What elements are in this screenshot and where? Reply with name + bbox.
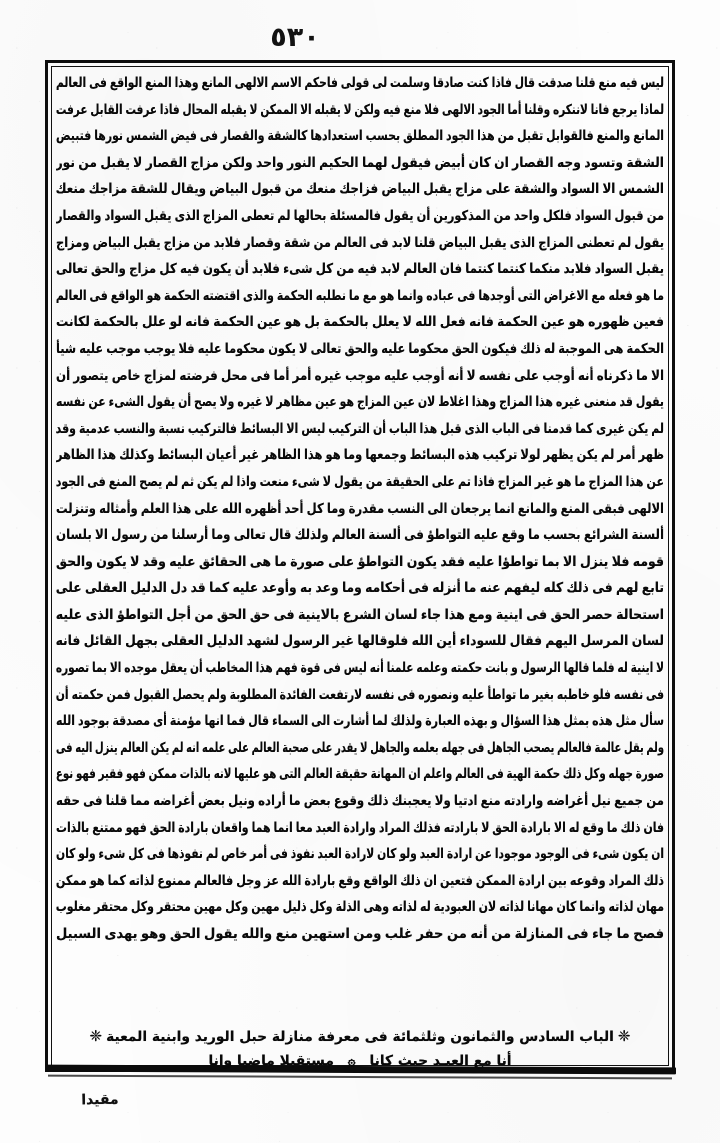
verse-hemistich-left: مستقبلا ماضيا وانا [208,1053,334,1069]
text-line: سأل مثل هذه بمثل هذا السؤال و بهذه العبارة ولذلك لما أشارت الى السماء قال فما انها مؤمنة أى مصدقة بوجود الله [56,713,664,730]
text-line: المانع والمنع فالقوابل تقبل من هذا الجود المطلق بحسب استعدادها كالشقة والقصار فى فيض الشمس نورها فتبيض [56,128,664,145]
text-line: صورة جهله وكل ذلك حكمة الهية فى العالم واعلم ان المهانة حقيقة العالم التى هو عليها لانه بالذات ممكن فهو فقير فهو نوع [56,766,664,783]
text-line: لماذا يرجع فانا لاننكره وقلنا أما الجود الالهى فلا منع فيه ولكن لا يقبله الا الممكن لا يقبله المحال فاذا عرفت القابل عرفت [56,101,664,118]
text-line: لم يكن غيرى كما قدمنا فى الباب الذى قبل هذا الباب أن التركيب ليس الا البسائط فالتركيب نسبة والنسب عدمية وقد [56,420,664,437]
text-line: فان ذلك ما وقع له الا بارادة الحق لا بارادته فذلك المراد وارادة العبد معا انما هما واقعان بارادة الحق فهو ممتنع بالذات [56,819,664,836]
text-line: ان يكون شىء فى الوجود موجودا عن ارادة العبد ولو كان لارادة العبد نفوذ فى أمر خاص لم نفوذها فى كل شىء ولو كان [56,846,664,863]
text-line: من قبول السواد فلكل واحد من المذكورين أن يقول فالمسئلة بحالها لم تعطى المزاج الذى يقبل السواد والقصار [56,207,664,224]
text-line: مهان لذاته وانما كان مهانا لذاته لان العبودية له لذاته وهى الذلة وكل ذليل مهين وكل مهين محتقر وكل محتقر مغلوب [56,899,664,916]
text-line: يقول لم تعطنى المزاج الذى يقبل البياض قلنا لابد فى العالم من شقة وقصار فلابد من مزاج يقبل البياض ومزاج [56,234,664,251]
text-line: الحكمة هى الموجبة له ذلك فيكون الحق محكوما عليه والحق تعالى لا يكون محكوما عليه فلا يوجب موجب عليه شيأ [56,340,664,357]
text-line: فى نفسه فلو خاطبه بغير ما تواطأ عليه ونصوره فى نفسه لارتفعت الفائدة المطلوبة ولم يحصل القبول فمن حكمته أن [56,686,664,703]
text-line: الا ما ذكرناه أنه أوجب على نفسه لا أنه أوجب عليه موجب غيره أمر أما فى محل فرضته لمزاج خاص يتصور أن [56,367,664,384]
catchword: مقيدا [81,1091,119,1109]
ornament-left-icon: ❈ [617,1027,631,1045]
text-line: ظهر أمر لم يكن يظهر لولا تركيب هذه البسائط وجمعها وما هو هذا الظاهر غير أعيان البسائط وكذلك هذا الظاهر [56,447,664,464]
verse-separator-icon: ۞ [347,1054,356,1069]
chapter-heading-text: الباب السادس والثمانون وثلثمائة فى معرفة منازلة حبل الوريد وابنية المعية [106,1029,614,1045]
text-line: فعين ظهوره هو عين الحكمة فانه فعل الله لا يعلل بالحكمة بل هو عين الحكمة فانه لو علل بالحكمة لكانت [56,314,664,331]
frame-bottom-rule-secondary [48,1075,672,1080]
body-text-block [56,70,664,1000]
text-line: من جميع نيل أغراضه وارادته منع ادتيا ولا يعجبنك ذلك وقوع بعض ما أراده ونيل بعض أغراضه مما قلنا فى حقه [56,793,664,810]
text-line: ليس فيه منع قلنا صدقت قال فاذا كنت صادقا وسلمت لى قولى فاحكم الاسم الالهى المانع وهذا المنع الواقع فى العالم [56,75,664,91]
verse-hemistich-right: أنا مع العبـد حيث كانا [369,1053,512,1069]
text-line: الالهى فبقى المنع والمانع انما يرجعان الى النسب مقدرة وما كل أحد أظهره الله على هذا العلم وأمثاله وتنزلت [56,500,664,517]
verse-line [56,1053,664,1069]
text-line: يقول قد منعنى غيره هذا المزاج وهذا اغلاط لان عين المزاج هو عين مظاهر لا غيره ولا يصح أن يقول الشىء عن نفسه [56,394,664,411]
text-line: لا اينية له فلما قالها الرسول و بانت حكمته وعلمه علمنا أنه ليس فى قوة فهم هذا المخاطب أن يعقل موجده الا بما تصوره [56,660,664,677]
text-line: الشمس الا السواد والشقة على مزاج يقبل البياض فزاجك منعك من قبول البياض ويقال للشقة مزاجك منعك [56,181,664,198]
text-line: قومه فلا ينزل الا بما تواطؤا عليه فقد يكون التواطؤ على صورة ما هى الحقائق عليه وقد لا يكون والحق [56,553,664,570]
text-line: لسان المرسل اليهم فقال للسوداء أين الله فلوقالها غير الرسول لشهد الدليل العقلى بجهل القائل فانه [56,633,664,650]
text-line: استحالة حصر الحق فى اينية ومع هذا جاء لسان الشرع بالاينية فى حق الحق من أجل التواطؤ الذى عليه [56,606,664,623]
text-line: عن هذا المزاج ما هو غير المزاج فاذا تم على الحقيقة من يقول لا شىء منعت واذا لم يكن ثم لم يصح المنع فى الجود [56,473,664,490]
text-line: تابع لهم فى ذلك كله ليفهم عنه ما أنزله فى أحكامه وما وعد به وأوعد عليه كما قد دل الدليل العقلى على [56,580,664,597]
text-line: ولم يقل عالمة فالعالم يصحب الجاهل فى جهله بعلمه والجاهل لا يقدر على صحبة العالم على علمه انه لم يكن العالم ينزل اليه فى [56,739,664,756]
text-line: ما هو فعله مع الاغراض التى أوجدها فى عباده وانما هو مع ما نطلبه الحكمة والذى اقتضته الحكمة هو الواقع فى العالم [56,287,664,304]
folio-number: ٥٣٠ [270,22,320,53]
text-line: ألسنة الشرائع بحسب ما وقع عليه التواطؤ فى ألسنة العالم ولذلك قال تعالى وما أرسلنا من رسول الا بلسان [56,527,664,544]
text-line: فصح ما جاء فى المنازلة من أنه من حفر غلب ومن استهين منع والله يقول الحق وهو يهدى السبيل [56,926,664,942]
text-line: الشقة وتسود وجه القصار ان كان أبيض فيقول لهما الحكيم النور واحد ولكن مزاج القصار لا يقبل من نور [56,154,664,171]
chapter-heading [56,1027,664,1045]
text-line: ذلك المراد وقوعه بين ارادة الممكن فتعين ان ذلك الواقع وقع بارادة الله عز وجل فالعالم ممنوع لذاته كما هو ممكن [56,872,664,889]
ornament-right-icon: ❈ [89,1027,103,1045]
text-line: يقبل السواد فلابد منكما كنتما كنتما فان العالم لابد فيه من كل شىء فلابد أن يكون فيه كل مزاج والحق تعالى [56,261,664,278]
